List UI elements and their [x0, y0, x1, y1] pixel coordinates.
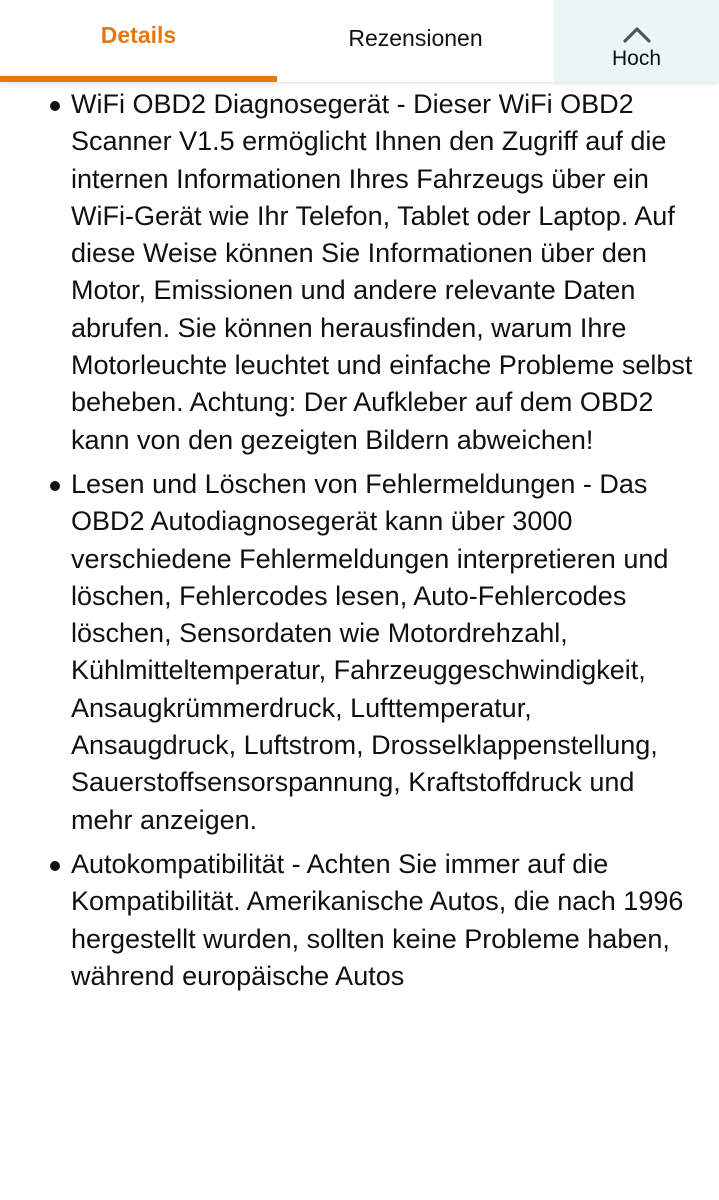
bullet-dot [50, 861, 60, 871]
tab-reviews[interactable] [277, 0, 554, 82]
back-to-top-button[interactable] [554, 0, 719, 82]
tab-bar [0, 0, 719, 82]
product-details-content [0, 86, 719, 1200]
feature-bullet-text: Autokompatibilität - Achten Sie immer auf die Kompatibilität. Amerikanische Autos, die nach 1996 hergestellt wurden, sollten keine Probleme haben, während europäische Autos [71, 848, 684, 991]
bullet-dot [50, 481, 60, 491]
back-to-top-label: Hoch [611, 46, 662, 70]
tab-details[interactable] [0, 0, 277, 82]
feature-bullet-list [0, 86, 719, 995]
tab-details-label: Details [100, 22, 177, 48]
chevron-up-icon [622, 24, 652, 44]
active-tab-indicator [0, 76, 277, 82]
feature-bullet [0, 466, 719, 839]
feature-bullet [0, 846, 719, 995]
bullet-dot [50, 101, 60, 111]
feature-bullet-text: Lesen und Löschen von Fehlermeldungen - Das OBD2 Autodiagnosegerät kann über 3000 verschiedene Fehlermeldungen interpretieren und löschen, Fehlercodes lesen, Auto-Fehlercodes löschen, Sensordaten wie Motordrehzahl, Kühlmitteltemperatur, Fahrzeuggeschwindigkeit, Ansaugkrümmerdruck, Lufttemperatur, Ansaugdruck, Luftstrom, Drosselklappenstellung, Sauerstoffsensorspannung, Kraftstoffdruck und mehr anzeigen. [71, 468, 669, 835]
tab-reviews-label: Rezensionen [348, 25, 483, 51]
feature-bullet [0, 86, 719, 459]
feature-bullet-text: WiFi OBD2 Diagnosegerät - Dieser WiFi OBD2 Scanner V1.5 ermöglicht Ihnen den Zugriff auf die internen Informationen Ihres Fahrzeugs über ein WiFi-Gerät wie Ihr Telefon, Tablet oder Laptop. Auf diese Weise können Sie Informationen über den Motor, Emissionen und andere relevante Daten abrufen. Sie können herausfinden, warum Ihre Motorleuchte leuchtet und einfache Probleme selbst beheben. Achtung: Der Aufkleber auf dem OBD2 kann von den gezeigten Bildern abweichen! [71, 89, 693, 455]
